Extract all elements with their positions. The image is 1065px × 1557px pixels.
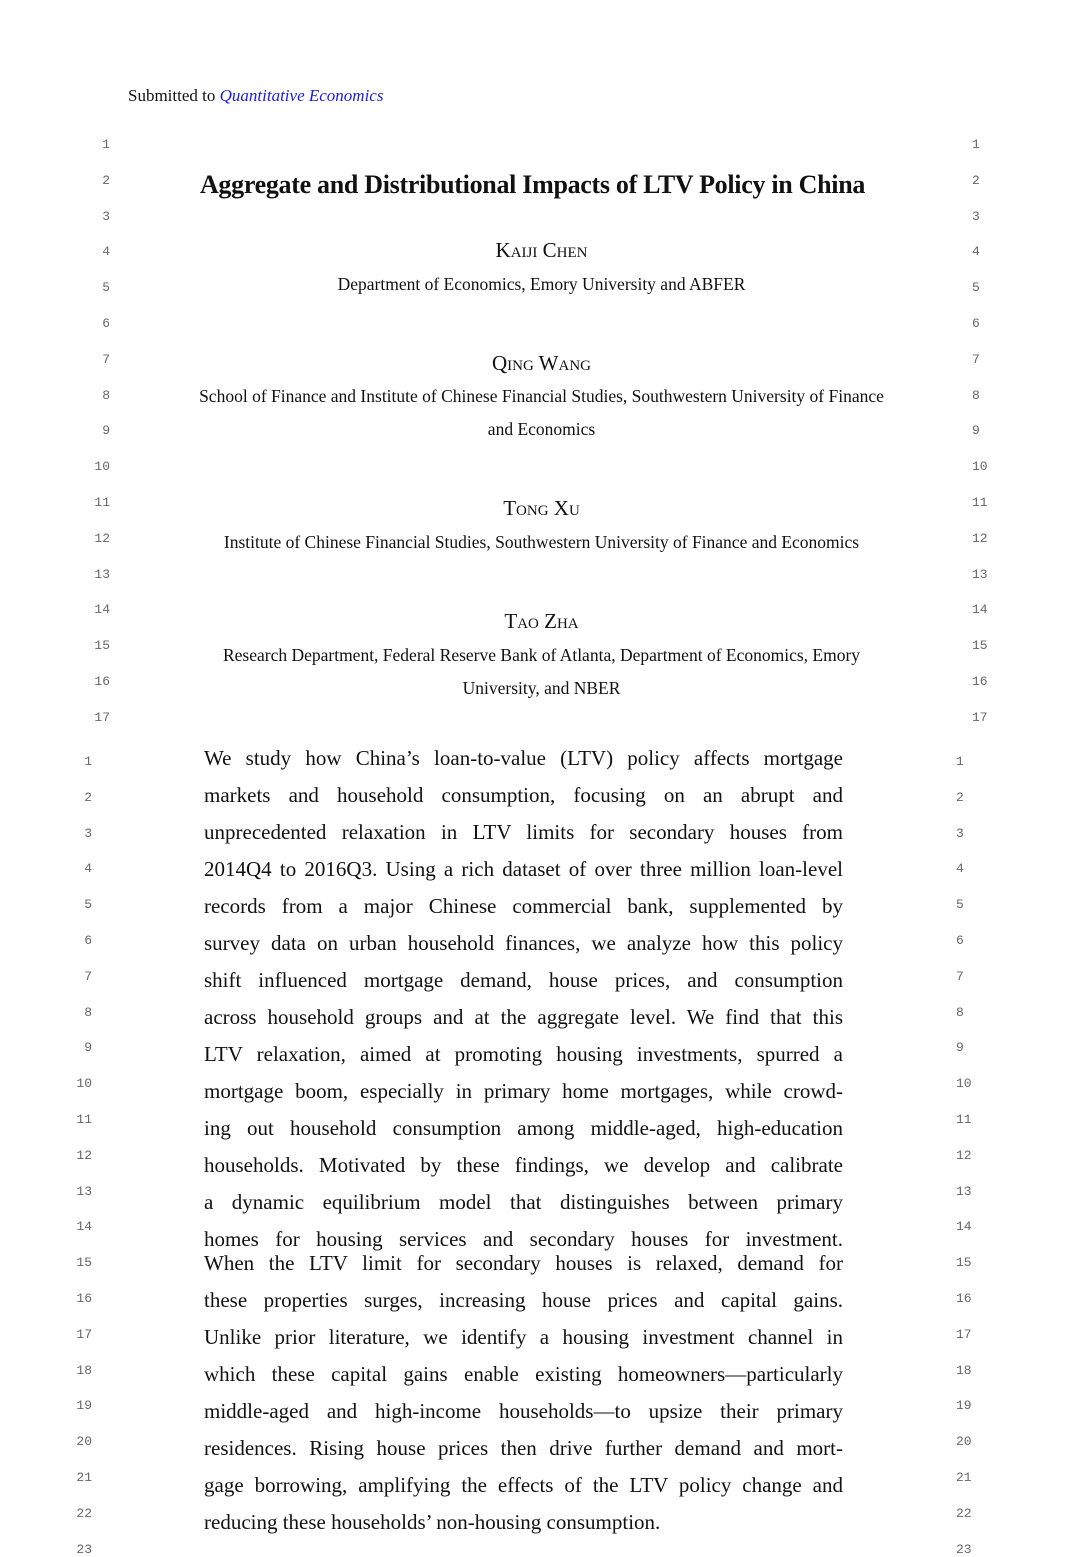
line-number: 21 xyxy=(956,1470,972,1485)
line-number: 1 xyxy=(972,137,980,152)
abstract-line: households. Motivated by these findings, we develop and calibrate xyxy=(204,1153,843,1177)
line-number: 23 xyxy=(956,1541,972,1557)
abstract-line: these properties surges, increasing house prices and capital gains. xyxy=(204,1288,843,1312)
line-number: 7 xyxy=(956,968,964,984)
abstract-line: 2014Q4 to 2016Q3. Using a rich dataset of over three million loan-level xyxy=(204,857,843,881)
author-name: Kaiji Chen xyxy=(495,238,588,262)
line-number: 12 xyxy=(94,530,110,546)
line-number: 12 xyxy=(956,1147,972,1163)
line-number: 17 xyxy=(94,709,110,725)
line-number: 20 xyxy=(956,1434,972,1450)
line-number: 17 xyxy=(972,709,988,725)
line-number: 22 xyxy=(76,1505,92,1521)
author-affiliation: Research Department, Federal Reserve Bank of Atlanta, Department of Economics, Emory xyxy=(222,645,861,665)
line-number: 12 xyxy=(76,1147,92,1163)
line-number: 14 xyxy=(956,1219,972,1235)
line-number: 4 xyxy=(956,861,964,877)
line-number: 2 xyxy=(956,789,964,805)
abstract-line: which these capital gains enable existing homeowners—particularly xyxy=(204,1362,843,1386)
line-number: 8 xyxy=(972,387,980,403)
abstract-line: We study how China’s loan-to-value (LTV) policy affects mortgage xyxy=(204,746,843,770)
line-number: 10 xyxy=(956,1076,972,1092)
line-number: 6 xyxy=(956,933,964,948)
line-number: 1 xyxy=(102,137,110,152)
abstract-line: When the LTV limit for secondary houses is relaxed, demand for xyxy=(204,1251,843,1275)
line-number: 1 xyxy=(84,754,92,769)
line-number: 18 xyxy=(76,1362,92,1378)
line-number: 5 xyxy=(84,897,92,913)
line-number: 2 xyxy=(84,789,92,805)
abstract-line: homes for housing services and secondary houses for investment. xyxy=(204,1227,843,1251)
line-number: 5 xyxy=(972,280,980,296)
line-number: 14 xyxy=(972,602,988,618)
abstract-line: middle-aged and high-income households—to upsize their primary xyxy=(204,1399,843,1423)
author-affiliation: Institute of Chinese Financial Studies, Southwestern University of Finance and Economics xyxy=(223,532,860,552)
line-number: 11 xyxy=(972,495,988,510)
abstract-line: gage borrowing, amplifying the effects of the LTV policy change and xyxy=(204,1473,843,1497)
abstract-line: mortgage boom, especially in primary home mortgages, while crowd- xyxy=(204,1079,843,1103)
line-number: 4 xyxy=(84,861,92,877)
line-number: 6 xyxy=(972,316,980,331)
line-number: 6 xyxy=(102,316,110,331)
line-number: 14 xyxy=(94,602,110,618)
line-number: 6 xyxy=(84,933,92,948)
line-number: 9 xyxy=(972,423,980,439)
line-number: 7 xyxy=(972,351,980,367)
line-number: 3 xyxy=(102,208,110,224)
line-number: 2 xyxy=(102,172,110,188)
line-number: 11 xyxy=(94,495,110,510)
line-number: 13 xyxy=(956,1183,972,1199)
line-number: 12 xyxy=(972,530,988,546)
line-number: 13 xyxy=(94,566,110,582)
line-number: 17 xyxy=(76,1326,92,1342)
line-number: 16 xyxy=(94,674,110,689)
abstract-line: Unlike prior literature, we identify a housing investment channel in xyxy=(204,1325,843,1349)
line-number: 22 xyxy=(956,1505,972,1521)
line-number: 9 xyxy=(84,1040,92,1056)
line-number: 3 xyxy=(84,825,92,841)
line-number: 2 xyxy=(972,172,980,188)
line-number: 19 xyxy=(956,1398,972,1414)
journal-link[interactable]: Quantitative Economics xyxy=(219,86,384,105)
line-number: 10 xyxy=(76,1076,92,1092)
abstract-line: records from a major Chinese commercial bank, supplemented by xyxy=(204,894,843,918)
line-number: 8 xyxy=(956,1004,964,1020)
line-number: 20 xyxy=(76,1434,92,1450)
line-number: 15 xyxy=(956,1255,972,1271)
abstract-line: survey data on urban household finances, we analyze how this policy xyxy=(204,931,843,955)
line-number: 5 xyxy=(102,280,110,296)
line-number: 16 xyxy=(956,1291,972,1306)
line-number: 3 xyxy=(956,825,964,841)
line-number: 7 xyxy=(84,968,92,984)
line-number: 23 xyxy=(76,1541,92,1557)
author-affiliation: School of Finance and Institute of Chinese Financial Studies, Southwestern University of Finance xyxy=(199,386,884,406)
line-number: 8 xyxy=(84,1004,92,1020)
abstract-line: shift influenced mortgage demand, house prices, and consumption xyxy=(204,968,843,992)
abstract-line: reducing these households’ non-housing consumption. xyxy=(204,1510,661,1534)
line-number: 17 xyxy=(956,1326,972,1342)
abstract xyxy=(204,740,843,1541)
line-number: 10 xyxy=(94,459,110,475)
abstract-line: across household groups and at the aggregate level. We find that this xyxy=(204,1005,843,1029)
line-number: 14 xyxy=(76,1219,92,1235)
line-number: 9 xyxy=(102,423,110,439)
line-number: 13 xyxy=(76,1183,92,1199)
author-name: Tong Xu xyxy=(503,496,580,520)
abstract-line: markets and household consumption, focusing on an abrupt and xyxy=(204,783,843,807)
line-number: 15 xyxy=(76,1255,92,1271)
paper-title: Aggregate and Distributional Impacts of LTV Policy in China xyxy=(199,170,866,199)
author-affiliation: and Economics xyxy=(487,419,596,439)
abstract-line: unprecedented relaxation in LTV limits for secondary houses from xyxy=(204,820,843,844)
line-number: 7 xyxy=(102,351,110,367)
line-number: 3 xyxy=(972,208,980,224)
line-number: 21 xyxy=(76,1470,92,1485)
author-affiliation: University, and NBER xyxy=(462,678,621,698)
abstract-line: residences. Rising house prices then drive further demand and mort- xyxy=(204,1436,843,1460)
abstract-line: ing out household consumption among middle-aged, high-education xyxy=(204,1116,843,1140)
submitted-to-header xyxy=(128,86,383,106)
line-number: 8 xyxy=(102,387,110,403)
submitted-prefix: Submitted to xyxy=(128,86,216,105)
line-number: 16 xyxy=(76,1291,92,1306)
line-number: 15 xyxy=(94,638,110,654)
abstract-line: a dynamic equilibrium model that distinguishes between primary xyxy=(204,1190,843,1214)
line-number: 10 xyxy=(972,459,988,475)
author-name: Tao Zha xyxy=(504,609,579,633)
line-number: 13 xyxy=(972,566,988,582)
line-number: 4 xyxy=(102,244,110,260)
line-number: 9 xyxy=(956,1040,964,1056)
line-number: 1 xyxy=(956,754,964,769)
line-number: 18 xyxy=(956,1362,972,1378)
line-number: 11 xyxy=(956,1112,972,1127)
author-affiliation: Department of Economics, Emory University and ABFER xyxy=(337,274,746,294)
abstract-line: LTV relaxation, aimed at promoting housing investments, spurred a xyxy=(204,1042,843,1066)
author-name: Qing Wang xyxy=(491,351,591,375)
line-number: 19 xyxy=(76,1398,92,1414)
line-number: 11 xyxy=(76,1112,92,1127)
line-number: 5 xyxy=(956,897,964,913)
line-number: 16 xyxy=(972,674,988,689)
line-number: 15 xyxy=(972,638,988,654)
line-number: 4 xyxy=(972,244,980,260)
